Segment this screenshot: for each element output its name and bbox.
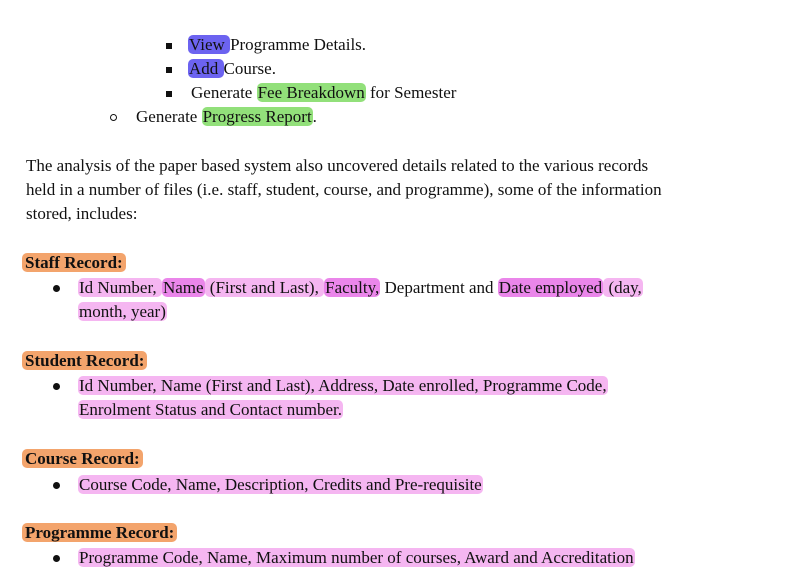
square-bullet-icon: [166, 43, 172, 49]
field-text: Faculty,: [325, 278, 380, 297]
programme-record-fields: [78, 547, 635, 569]
highlight-progress-report: Progress Report: [202, 107, 312, 126]
student-record-fields-cont: [78, 399, 343, 421]
field-text: Name: [162, 278, 204, 297]
heading-text: Programme Record:: [22, 523, 177, 542]
highlight-add: Add: [189, 59, 223, 78]
course-record-heading: [22, 448, 143, 470]
square-bullet-icon: [166, 91, 172, 97]
item-text: .: [312, 107, 317, 126]
field-text: Enrolment Status and Contact number.: [79, 400, 342, 419]
bullet-dot-icon: [53, 482, 60, 489]
paragraph-line: held in a number of files (i.e. staff, student, course, and programme), some of the information: [26, 180, 662, 199]
sub-list-item: [188, 34, 366, 56]
staff-record-fields: [78, 277, 643, 299]
item-text: for Semester: [365, 83, 457, 102]
programme-record-heading: [22, 522, 177, 544]
item-text: Generate: [136, 107, 202, 126]
student-record-fields: [78, 375, 608, 397]
field-text: (First and Last),: [205, 278, 324, 297]
item-text: Programme Details.: [230, 35, 367, 54]
staff-record-fields-cont: [78, 301, 167, 323]
field-text: Department and: [380, 278, 498, 297]
sub-list-item: [188, 58, 276, 80]
bullet-dot-icon: [53, 555, 60, 562]
student-record-heading: [22, 350, 147, 372]
field-text: Programme Code, Name, Maximum number of courses, Award and Accreditation: [79, 548, 634, 567]
field-text: Id Number,: [79, 278, 161, 297]
sub-list-item: [191, 82, 456, 104]
bullet-dot-icon: [53, 285, 60, 292]
course-record-fields: [78, 474, 483, 496]
item-text: Generate: [191, 83, 257, 102]
item-text: Course.: [223, 59, 276, 78]
field-text: Date employed: [498, 278, 603, 297]
paragraph-line: stored, includes:: [26, 204, 138, 223]
field-text: Id Number, Name (First and Last), Address, Date enrolled, Programme Code,: [79, 376, 607, 395]
field-text: month, year): [79, 302, 166, 321]
field-text: (day,: [604, 278, 642, 297]
heading-text: Student Record:: [22, 351, 147, 370]
heading-text: Staff Record:: [22, 253, 126, 272]
hollow-circle-bullet-icon: [110, 114, 117, 121]
staff-record-heading: [22, 252, 126, 274]
paragraph-line: The analysis of the paper based system also uncovered details related to the various records: [26, 156, 649, 175]
square-bullet-icon: [166, 67, 172, 73]
heading-text: Course Record:: [22, 449, 143, 468]
highlight-fee-breakdown: Fee Breakdown: [257, 83, 365, 102]
list-item: [136, 106, 317, 128]
bullet-dot-icon: [53, 383, 60, 390]
highlight-view: View: [189, 35, 230, 54]
field-text: Course Code, Name, Description, Credits and Pre-requisite: [79, 475, 482, 494]
